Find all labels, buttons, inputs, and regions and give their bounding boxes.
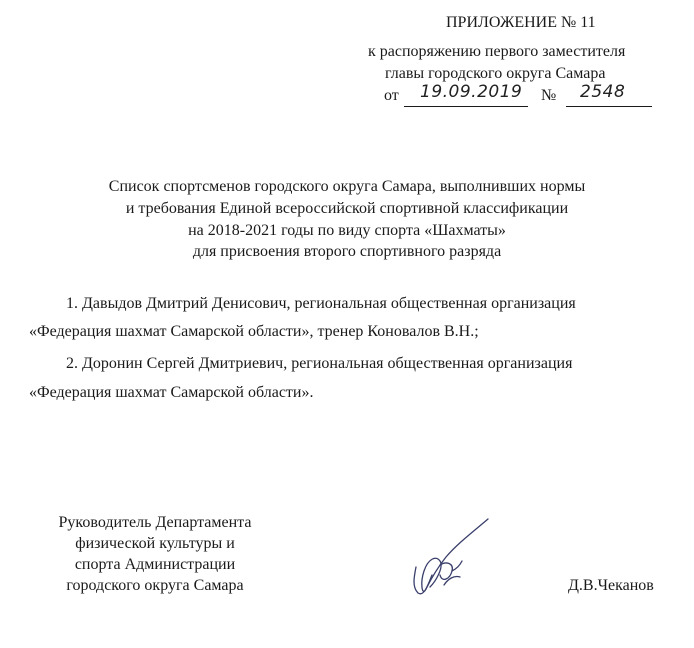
appendix-title: ПРИЛОЖЕНИЕ № 11 (446, 14, 596, 31)
document-title-line-1: Список спортсменов городского округа Самара, выполнивших нормы (108, 178, 586, 195)
list-item-1-line-2: «Федерация шахмат Самарской области», тренер Коновалов В.Н.; (29, 323, 479, 340)
signer-position-line-2: физической культуры и (75, 535, 235, 552)
document-title-line-2: и требования Единой всероссийской спортивной классификации (125, 200, 569, 217)
list-item-2-line-2: «Федерация шахмат Самарской области». (29, 384, 314, 401)
appendix-authority: главы городского округа Самара (385, 65, 606, 82)
number-value: 2548 (580, 82, 626, 102)
list-item-2-line-1: 2. Доронин Сергей Дмитриевич, региональная общественная организация (66, 355, 573, 372)
date-prefix: от (384, 87, 399, 104)
document-title-line-4: для присвоения второго спортивного разряда (192, 243, 502, 260)
signer-position-line-1: Руководитель Департамента (58, 514, 252, 531)
date-value: 19.09.2019 (420, 82, 523, 102)
signer-name: Д.В.Чеканов (568, 577, 654, 594)
appendix-reference: к распоряжению первого заместителя (368, 43, 626, 60)
document-title-line-3: на 2018-2021 годы по виду спорта «Шахматы» (188, 222, 506, 239)
list-item-1-line-1: 1. Давыдов Дмитрий Денисович, региональная общественная организация (66, 295, 576, 312)
handwritten-signature (396, 505, 496, 605)
signer-position-line-3: спорта Администрации (74, 556, 236, 573)
number-prefix: № (541, 87, 557, 104)
signer-position-line-4: городского округа Самара (66, 577, 244, 594)
